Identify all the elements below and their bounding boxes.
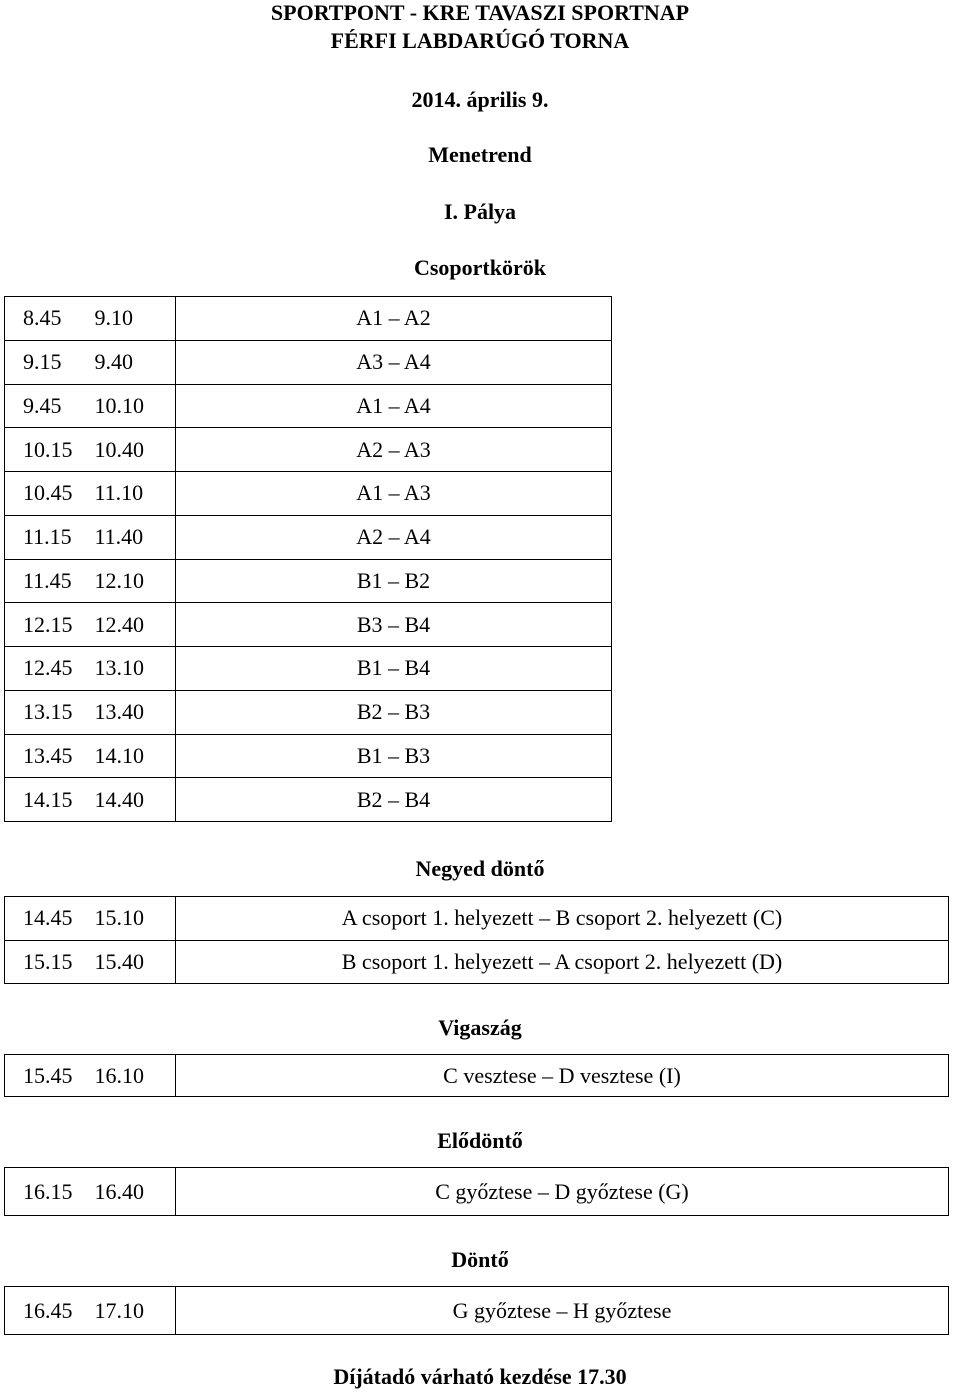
match-cell: B3 – B4 (176, 603, 612, 647)
end-time: 15.10 (94, 905, 144, 931)
end-time: 13.40 (94, 699, 144, 725)
end-time: 16.10 (94, 1062, 144, 1088)
schedule-row (5, 515, 612, 559)
schedule-row (5, 428, 612, 472)
end-time: 14.40 (94, 786, 144, 812)
document-title-line2: FÉRFI LABDARÚGÓ TORNA (330, 28, 630, 53)
match-cell: A1 – A3 (176, 472, 612, 516)
time-slot-cell (5, 940, 176, 984)
start-time: 16.45 (23, 1297, 73, 1323)
end-time: 12.10 (94, 567, 144, 593)
schedule-row (5, 1287, 949, 1335)
match-cell: A1 – A4 (176, 384, 612, 428)
end-time: 9.40 (94, 349, 133, 375)
end-time: 10.10 (94, 392, 144, 418)
start-time: 14.45 (23, 905, 73, 931)
semi-final-table (4, 1167, 949, 1216)
quarter-final-table (4, 896, 949, 984)
match-cell: B1 – B3 (176, 734, 612, 778)
consolation-heading: Vigaszág (438, 1015, 522, 1040)
start-time: 10.45 (23, 480, 73, 506)
time-slot-cell (5, 1055, 176, 1097)
schedule-subtitle: Menetrend (428, 142, 532, 167)
time-slot-cell (5, 778, 176, 822)
schedule-row (5, 472, 612, 516)
schedule-row (5, 1055, 949, 1097)
group-stage-table (4, 296, 612, 822)
match-cell: A csoport 1. helyezett – B csoport 2. helyezett (C) (176, 897, 949, 941)
end-time: 11.10 (94, 480, 144, 506)
time-slot-cell (5, 428, 176, 472)
match-cell: A1 – A2 (176, 297, 612, 341)
end-time: 17.10 (94, 1297, 144, 1323)
start-time: 9.15 (23, 349, 62, 375)
end-time: 9.10 (94, 305, 133, 331)
schedule-row (5, 559, 612, 603)
start-time: 12.15 (23, 611, 73, 637)
end-time: 11.40 (94, 524, 144, 550)
final-rows (5, 1287, 949, 1335)
group-stage-heading: Csoportkörök (413, 255, 546, 280)
match-cell: C győztese – D győztese (G) (176, 1168, 949, 1216)
final-heading: Döntő (451, 1247, 509, 1272)
event-date: 2014. április 9. (411, 87, 549, 112)
document-title-line1: SPORTPONT - KRE TAVASZI SPORTNAP (270, 0, 690, 25)
match-cell: B csoport 1. helyezett – A csoport 2. helyezett (D) (176, 940, 949, 984)
start-time: 12.45 (23, 655, 73, 681)
final-table (4, 1286, 949, 1335)
start-time: 15.15 (23, 948, 73, 974)
field-label: I. Pálya (443, 199, 517, 224)
time-slot-cell (5, 734, 176, 778)
start-time: 15.45 (23, 1062, 73, 1088)
start-time: 8.45 (23, 305, 62, 331)
semi-final-rows (5, 1168, 949, 1216)
schedule-row (5, 940, 949, 984)
group-stage-rows (5, 297, 612, 822)
time-slot-cell (5, 297, 176, 341)
match-cell: B2 – B3 (176, 690, 612, 734)
start-time: 11.45 (23, 567, 72, 593)
schedule-row (5, 734, 612, 778)
schedule-row (5, 340, 612, 384)
end-time: 14.10 (94, 742, 144, 768)
quarter-final-rows (5, 897, 949, 984)
start-time: 11.15 (23, 524, 72, 550)
time-slot-cell (5, 1168, 176, 1216)
time-slot-cell (5, 472, 176, 516)
end-time: 13.10 (94, 655, 144, 681)
schedule-row (5, 897, 949, 941)
schedule-row (5, 1168, 949, 1216)
match-cell: B2 – B4 (176, 778, 612, 822)
end-time: 10.40 (94, 436, 144, 462)
time-slot-cell (5, 559, 176, 603)
time-slot-cell (5, 897, 176, 941)
time-slot-cell (5, 1287, 176, 1335)
time-slot-cell (5, 603, 176, 647)
start-time: 16.15 (23, 1178, 73, 1204)
match-cell: A2 – A3 (176, 428, 612, 472)
consolation-rows (5, 1055, 949, 1097)
consolation-table (4, 1054, 949, 1097)
schedule-row (5, 778, 612, 822)
schedule-row (5, 647, 612, 691)
start-time: 13.45 (23, 742, 73, 768)
start-time: 14.15 (23, 786, 73, 812)
schedule-row (5, 690, 612, 734)
match-cell: B1 – B2 (176, 559, 612, 603)
award-ceremony-note: Díjátadó várható kezdése 17.30 (333, 1364, 627, 1389)
start-time: 10.15 (23, 436, 73, 462)
schedule-row (5, 603, 612, 647)
time-slot-cell (5, 690, 176, 734)
start-time: 9.45 (23, 392, 62, 418)
match-cell: C vesztese – D vesztese (I) (176, 1055, 949, 1097)
match-cell: A3 – A4 (176, 340, 612, 384)
match-cell: A2 – A4 (176, 515, 612, 559)
start-time: 13.15 (23, 699, 73, 725)
time-slot-cell (5, 384, 176, 428)
semi-final-heading: Elődöntő (437, 1128, 523, 1153)
end-time: 16.40 (94, 1178, 144, 1204)
schedule-row (5, 297, 612, 341)
match-cell: G győztese – H győztese (176, 1287, 949, 1335)
schedule-row (5, 384, 612, 428)
quarter-final-heading: Negyed döntő (415, 856, 545, 881)
time-slot-cell (5, 647, 176, 691)
time-slot-cell (5, 515, 176, 559)
end-time: 15.40 (94, 948, 144, 974)
time-slot-cell (5, 340, 176, 384)
end-time: 12.40 (94, 611, 144, 637)
match-cell: B1 – B4 (176, 647, 612, 691)
